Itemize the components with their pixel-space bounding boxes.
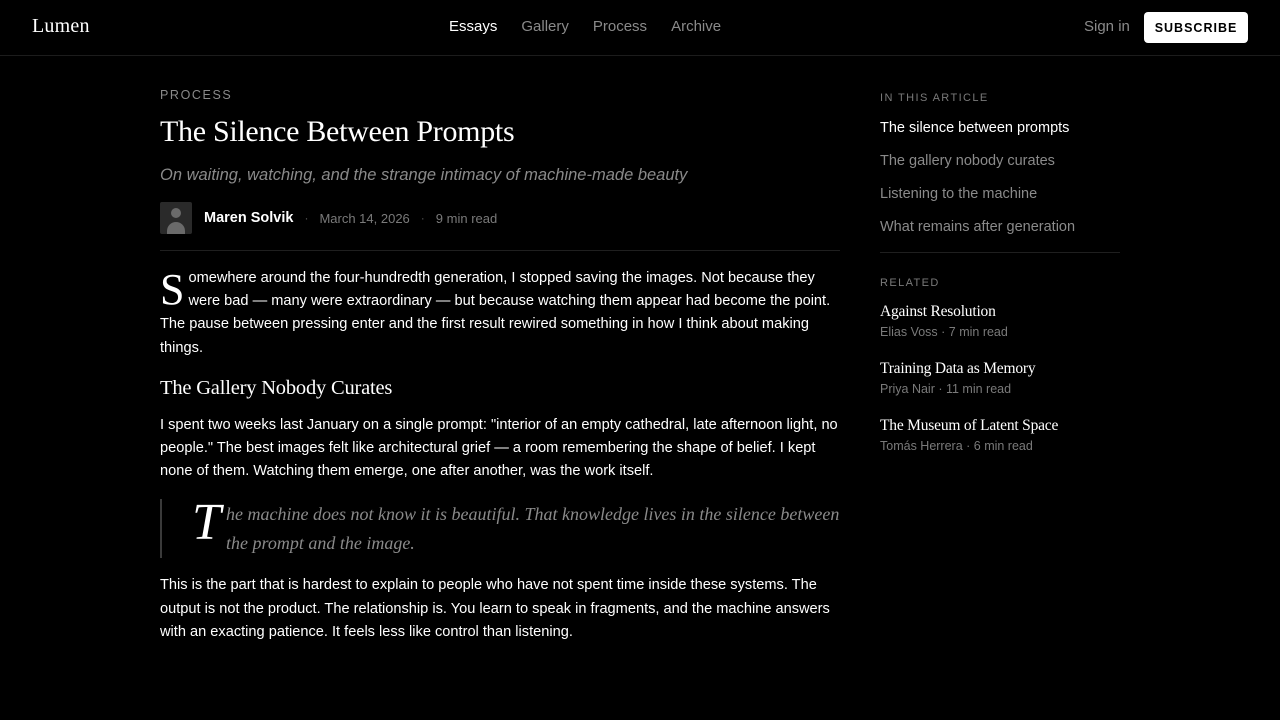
author-name[interactable]: Maren Solvik [204,210,294,226]
paragraph-text: omewhere around the four-hundredth generation, I stopped saving the images. Not because they were bad — many were extraordinary — but because watching them appear had become the point. The pause between pressing enter and the first result rewired something in how I think about making things. [160,270,831,356]
nav-link-process[interactable]: Process [592,18,648,35]
nav-link-gallery[interactable]: Gallery [521,18,569,35]
nav-link-archive[interactable]: Archive [671,18,722,35]
quote-drop-cap: T [192,494,221,552]
subscribe-button[interactable]: SUBSCRIBE [1144,12,1248,43]
related-article[interactable] [880,303,1120,360]
table-of-contents [880,118,1120,250]
related-article[interactable] [880,417,1120,474]
toc-item-gallery[interactable]: The gallery nobody curates [880,153,1055,169]
read-time: 9 min read [435,210,498,226]
related-article-meta: Tomás Herrera · 6 min read [880,439,1033,453]
section-heading: The Gallery Nobody Curates [160,376,393,399]
byline [160,202,840,234]
divider [880,252,1120,253]
separator-dot: · [420,211,425,225]
article-title: The Silence Between Prompts [160,115,515,148]
quote-text: he machine does not know it is beautiful. That knowledge lives in the silence between the prompt and the image. [226,504,840,554]
nav-link-essays[interactable]: Essays [449,18,498,35]
site-logo[interactable]: Lumen [32,15,90,37]
paragraph: I spent two weeks last January on a single prompt: "interior of an empty cathedral, late afternoon light, no people." The best images felt like architectural grief — a room remembering the shape of belief. I kept none of them. Watching them emerge, one after another, was the work itself. [160,416,838,480]
related-article-title[interactable]: Against Resolution [880,303,996,320]
avatar-head-shape [171,208,181,218]
pull-quote [160,494,840,558]
article-category[interactable]: PROCESS [160,88,233,102]
author-avatar[interactable] [160,202,192,234]
related-article[interactable] [880,360,1120,417]
related-list [880,303,1120,474]
related-article-title[interactable]: Training Data as Memory [880,360,1036,377]
paragraph: This is the part that is hardest to explain to people who have not spent time inside these systems. The output is not the product. The relationship is. You learn to speak in fragments, and the machine answers with an exacting patience. It feels less like control than listening. [160,577,830,640]
divider [160,250,840,251]
toc-item-silence[interactable]: The silence between prompts [880,120,1070,136]
related-article-meta: Elias Voss · 7 min read [880,325,1008,339]
toc-item-listening[interactable]: Listening to the machine [880,186,1038,202]
top-navigation-bar [0,0,1280,56]
toc-item-remains[interactable]: What remains after generation [880,219,1076,235]
separator-dot: · [304,211,309,225]
article-sidebar [880,92,1120,474]
article [160,88,840,644]
related-heading: RELATED [880,277,940,289]
sign-in-link[interactable]: Sign in [1084,18,1130,35]
toc-heading: IN THIS ARTICLE [880,92,989,104]
related-article-meta: Priya Nair · 11 min read [880,382,1012,396]
main-nav [449,18,721,35]
article-subtitle: On waiting, watching, and the strange intimacy of machine-made beauty [160,166,688,184]
drop-cap: S [160,265,185,314]
related-article-title[interactable]: The Museum of Latent Space [880,417,1059,434]
avatar-body-shape [167,222,185,234]
paragraph-intro [160,267,840,360]
publish-date: March 14, 2026 [319,210,410,226]
